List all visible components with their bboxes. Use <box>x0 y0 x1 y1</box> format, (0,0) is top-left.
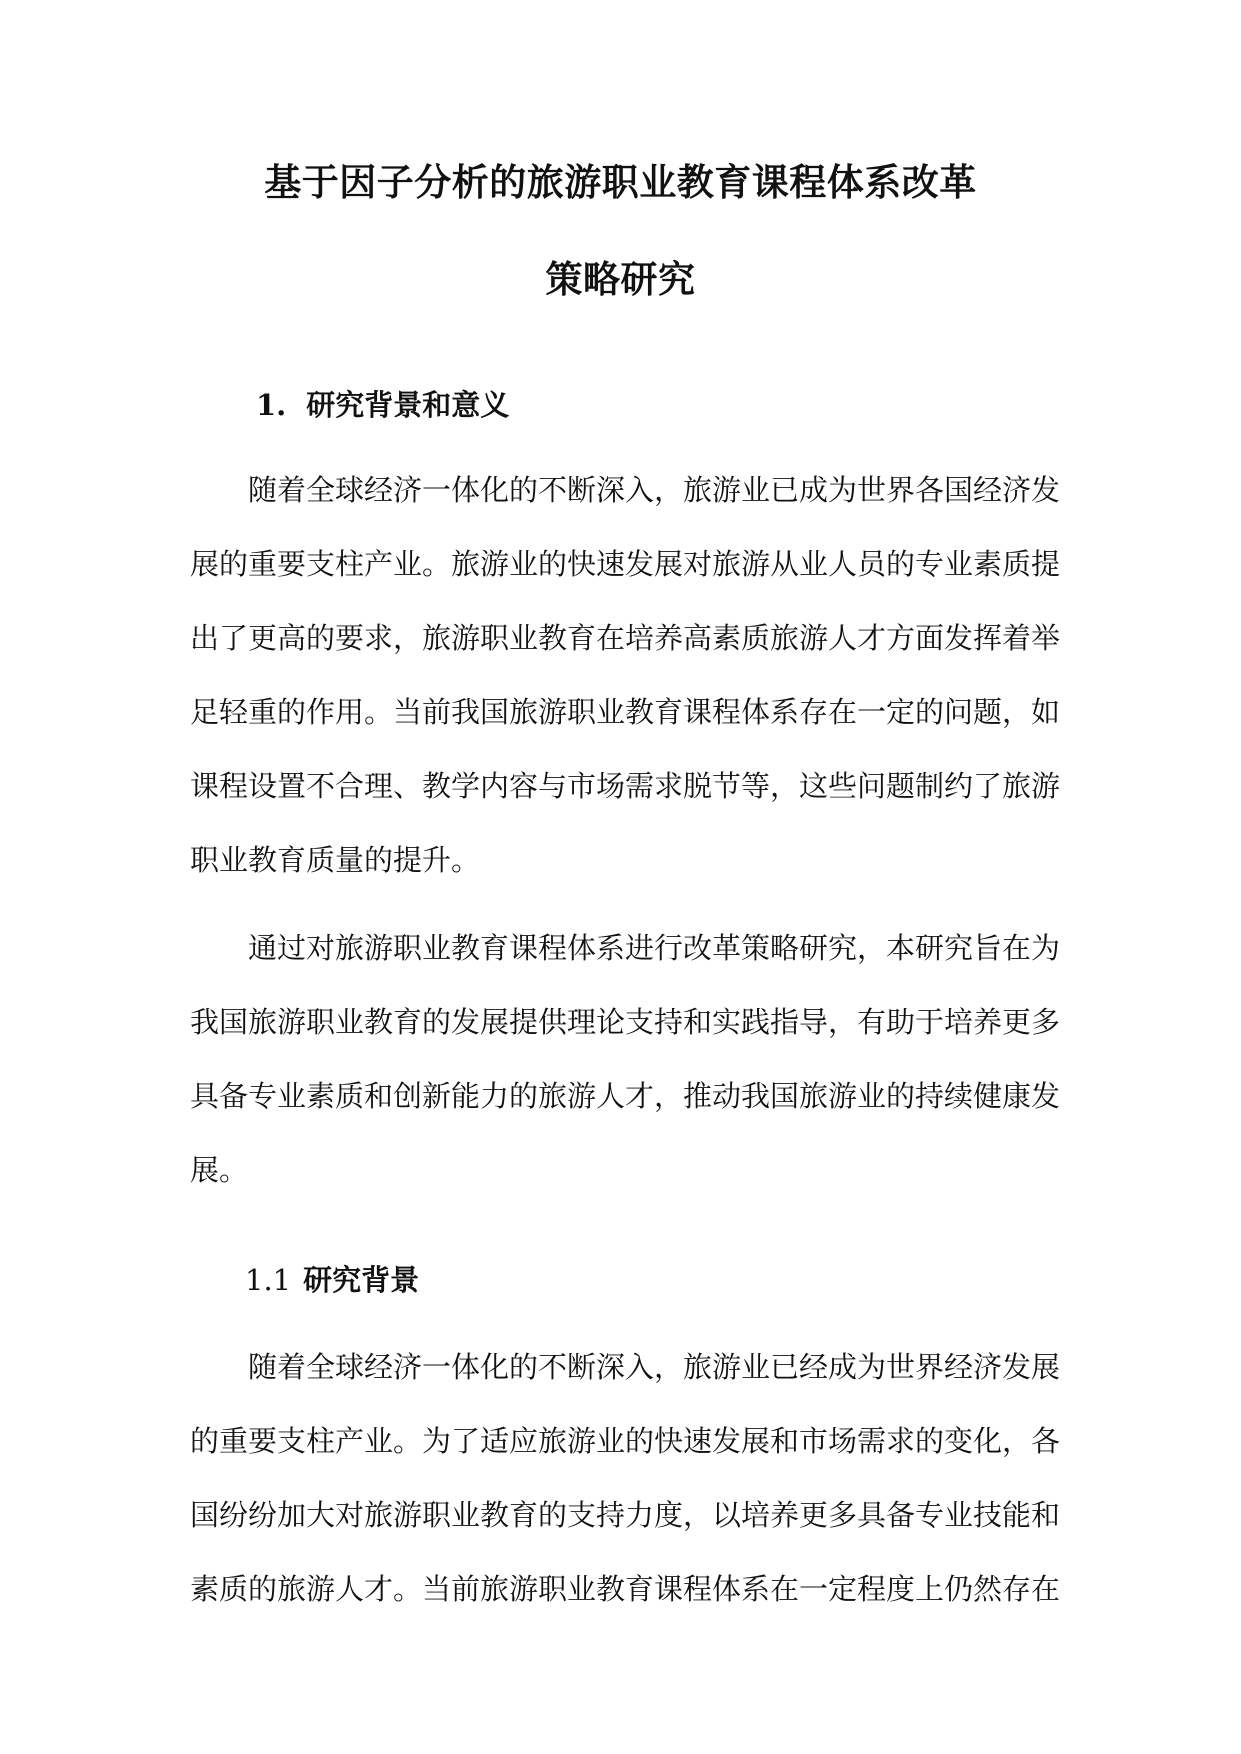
section-heading-1-1 <box>245 1258 419 1299</box>
document-title-line-2: 策略研究 <box>545 257 696 301</box>
subsection-number: 1.1 <box>245 1263 292 1297</box>
section-heading-1 <box>256 383 509 424</box>
body-paragraph-3: 随着全球经济一体化的不断深入，旅游业已经成为世界经济发展的重要支柱产业。为了适应旅游业的快速发展和市场需求的变化，各国纷纷加大对旅游职业教育的支持力度，以培养更多具备专业技能和素质的旅游人才。当前旅游职业教育课程体系在一定程度上仍然存在 <box>190 1350 1061 1606</box>
body-paragraph-1: 随着全球经济一体化的不断深入，旅游业已成为世界各国经济发展的重要支柱产业。旅游业的快速发展对旅游从业人员的专业素质提出了更高的要求，旅游职业教育在培养高素质旅游人才方面发挥着举足轻重的作用。当前我国旅游职业教育课程体系存在一定的问题，如课程设置不合理、教学内容与市场需求脱节等，这些问题制约了旅游职业教育质量的提升。 <box>190 473 1061 877</box>
subsection-title: 研究背景 <box>303 1263 420 1297</box>
body-paragraph-2: 通过对旅游职业教育课程体系进行改革策略研究，本研究旨在为我国旅游职业教育的发展提供理论支持和实践指导，有助于培养更多具备专业素质和创新能力的旅游人才，推动我国旅游业的持续健康发展。 <box>190 931 1061 1187</box>
section-number: 1. <box>256 388 287 422</box>
document-title-line-1: 基于因子分析的旅游职业教育课程体系改革 <box>264 160 977 204</box>
section-title: 研究背景和意义 <box>306 388 510 422</box>
